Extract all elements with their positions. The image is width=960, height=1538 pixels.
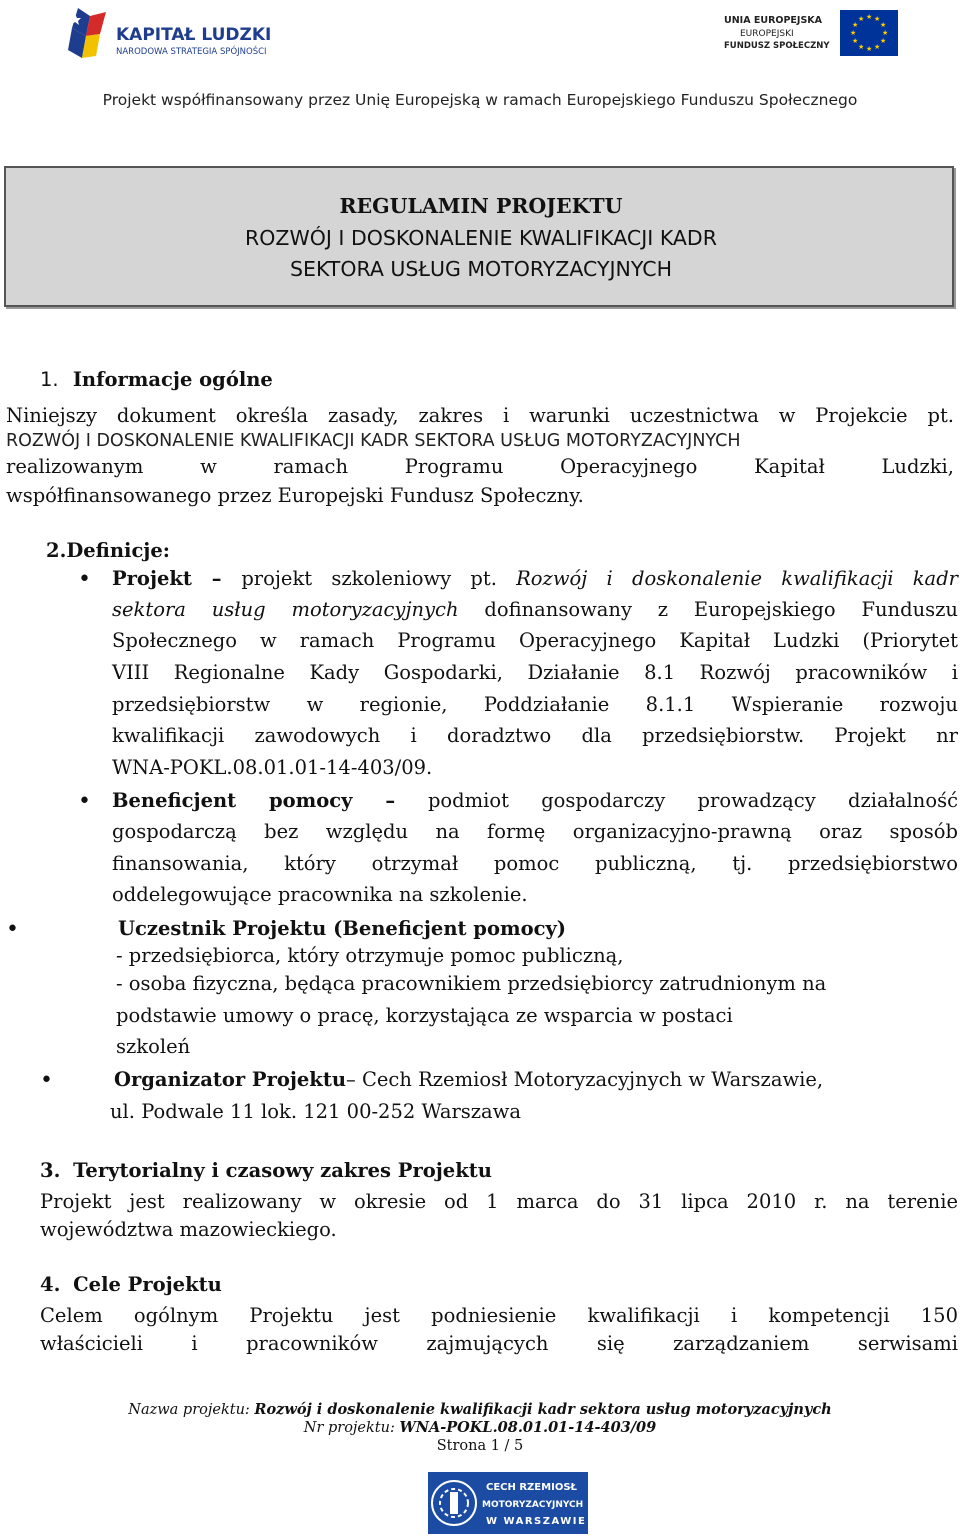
section-4-text-line: właścicieli i pracowników zajmujących się zarządzaniem serwisami <box>40 1332 958 1355</box>
definition-projekt-line2: sektora usług motoryzacyjnych dofinansowany z Europejskiego Funduszu <box>112 598 958 621</box>
definition-uczestnik-term: Uczestnik Projektu (Beneficjent pomocy) <box>118 917 567 940</box>
definition-beneficjent-line2: gospodarczą bez względu na formę organizacyjno-prawną oraz sposób <box>112 820 958 843</box>
svg-text:★: ★ <box>858 43 865 51</box>
svg-text:★: ★ <box>850 29 857 37</box>
svg-text:★: ★ <box>874 15 881 23</box>
kapital-ludzki-logo <box>66 6 286 68</box>
svg-text:EUROPEJSKI: EUROPEJSKI <box>740 29 794 39</box>
svg-text:★: ★ <box>852 21 859 29</box>
section-1-text-line: współfinansowanego przez Europejski Fundusz Społeczny. <box>6 484 584 507</box>
definition-projekt-line3: Społecznego w ramach Programu Operacyjnego Kapitał Ludzki (Priorytet <box>112 629 958 652</box>
section-1-project-title: ROZWÓJ I DOSKONALENIE KWALIFIKACJI KADR SEKTORA USŁUG MOTORYZACYJNYCH <box>6 431 741 451</box>
definition-projekt-line6: kwalifikacji zawodowych i doradztwo dla przedsiębiorstw. Projekt nr <box>112 724 958 747</box>
title-box <box>4 166 954 307</box>
svg-text:★: ★ <box>858 15 865 23</box>
svg-text:★: ★ <box>882 29 889 37</box>
svg-text:★: ★ <box>874 43 881 51</box>
svg-text:★: ★ <box>852 37 859 45</box>
section-3-text-line: województwa mazowieckiego. <box>40 1218 337 1241</box>
definition-projekt-line4: VIII Regionalne Kady Gospodarki, Działanie 8.1 Rozwój pracowników i <box>112 661 958 684</box>
bullet-icon: • <box>40 1068 53 1093</box>
svg-text:★: ★ <box>880 37 887 45</box>
section-2-heading: 2.Definicje: <box>46 539 170 562</box>
definition-uczestnik-line2: - osoba fizyczna, będąca pracownikiem przedsiębiorcy zatrudnionym na <box>116 972 827 995</box>
definition-projekt-line5: przedsiębiorstw w regionie, Poddziałanie 8.1.1 Wspieranie rozwoju <box>112 693 958 716</box>
section-1-heading: 1. Informacje ogólne <box>40 368 273 391</box>
bullet-icon: • <box>78 789 91 814</box>
definition-projekt-line1: Projekt – projekt szkoleniowy pt. Rozwój i doskonalenie kwalifikacji kadr <box>112 567 958 590</box>
svg-text:UNIA EUROPEJSKA: UNIA EUROPEJSKA <box>724 15 822 26</box>
section-4-heading: 4. Cele Projektu <box>40 1273 222 1296</box>
definition-uczestnik-line4: szkoleń <box>116 1035 191 1058</box>
svg-text:★: ★ <box>866 13 873 21</box>
svg-text:MOTORYZACYJNYCH: MOTORYZACYJNYCH <box>482 1500 584 1510</box>
cofinancing-note: Projekt współfinansowany przez Unię Europejską w ramach Europejskiego Funduszu Społecznego <box>102 91 858 109</box>
cech-rzemiosl-logo <box>428 1472 588 1534</box>
svg-text:NARODOWA STRATEGIA SPÓJNOŚCI: NARODOWA STRATEGIA SPÓJNOŚCI <box>116 47 267 57</box>
svg-text:KAPITAŁ LUDZKI: KAPITAŁ LUDZKI <box>116 25 272 45</box>
svg-text:FUNDUSZ SPOŁECZNY: FUNDUSZ SPOŁECZNY <box>724 41 830 51</box>
page-number: Strona 1 / 5 <box>436 1438 524 1454</box>
section-3-text-line: Projekt jest realizowany w okresie od 1 marca do 31 lipca 2010 r. na terenie <box>40 1190 958 1213</box>
document-title: REGULAMIN PROJEKTU <box>339 194 623 218</box>
footer-project-number: Nr projektu: WNA-POKL.08.01.01-14-403/09 <box>303 1419 657 1436</box>
definition-uczestnik-line3: podstawie umowy o pracę, korzystająca ze wsparcia w postaci <box>116 1004 733 1027</box>
svg-text:★: ★ <box>880 21 887 29</box>
section-4-text-line: Celem ogólnym Projektu jest podniesienie kwalifikacji i kompetencji 150 <box>40 1304 958 1327</box>
section-1-text-line: realizowanym w ramach Programu Operacyjnego Kapitał Ludzki, <box>6 455 954 478</box>
definition-beneficjent-line1: Beneficjent pomocy – podmiot gospodarczy prowadzący działalność <box>112 789 958 812</box>
definition-projekt-line7: WNA-POKL.08.01.01-14-403/09. <box>112 756 433 779</box>
eu-efs-logo <box>720 8 900 60</box>
bullet-icon: • <box>78 567 91 592</box>
definition-beneficjent-line3: finansowania, który otrzymał pomoc publiczną, tj. przedsiębiorstwo <box>112 852 958 875</box>
svg-text:W WARSZAWIE: W WARSZAWIE <box>486 1516 587 1527</box>
svg-text:★: ★ <box>866 45 873 53</box>
definition-uczestnik-line1: - przedsiębiorca, który otrzymuje pomoc publiczną, <box>116 944 624 967</box>
definition-beneficjent-line4: oddelegowujące pracownika na szkolenie. <box>112 883 528 906</box>
svg-text:CECH RZEMIOSŁ: CECH RZEMIOSŁ <box>486 1482 577 1493</box>
definition-organizator-line2: ul. Podwale 11 lok. 121 00-252 Warszawa <box>110 1100 521 1123</box>
footer-project-name: Nazwa projektu: Rozwój i doskonalenie kwalifikacji kadr sektora usług motoryzacyjnych <box>128 1401 832 1418</box>
bullet-icon: • <box>6 917 19 942</box>
project-name-line2: SEKTORA USŁUG MOTORYZACYJNYCH <box>289 257 672 281</box>
definition-organizator-line1: Organizator Projektu– Cech Rzemiosł Motoryzacyjnych w Warszawie, <box>114 1068 824 1091</box>
section-1-text-line: Niniejszy dokument określa zasady, zakres i warunki uczestnictwa w Projekcie pt. <box>6 404 954 427</box>
section-3-heading: 3. Terytorialny i czasowy zakres Projektu <box>40 1159 492 1182</box>
project-name-line1: ROZWÓJ I DOSKONALENIE KWALIFIKACJI KADR <box>245 226 717 250</box>
